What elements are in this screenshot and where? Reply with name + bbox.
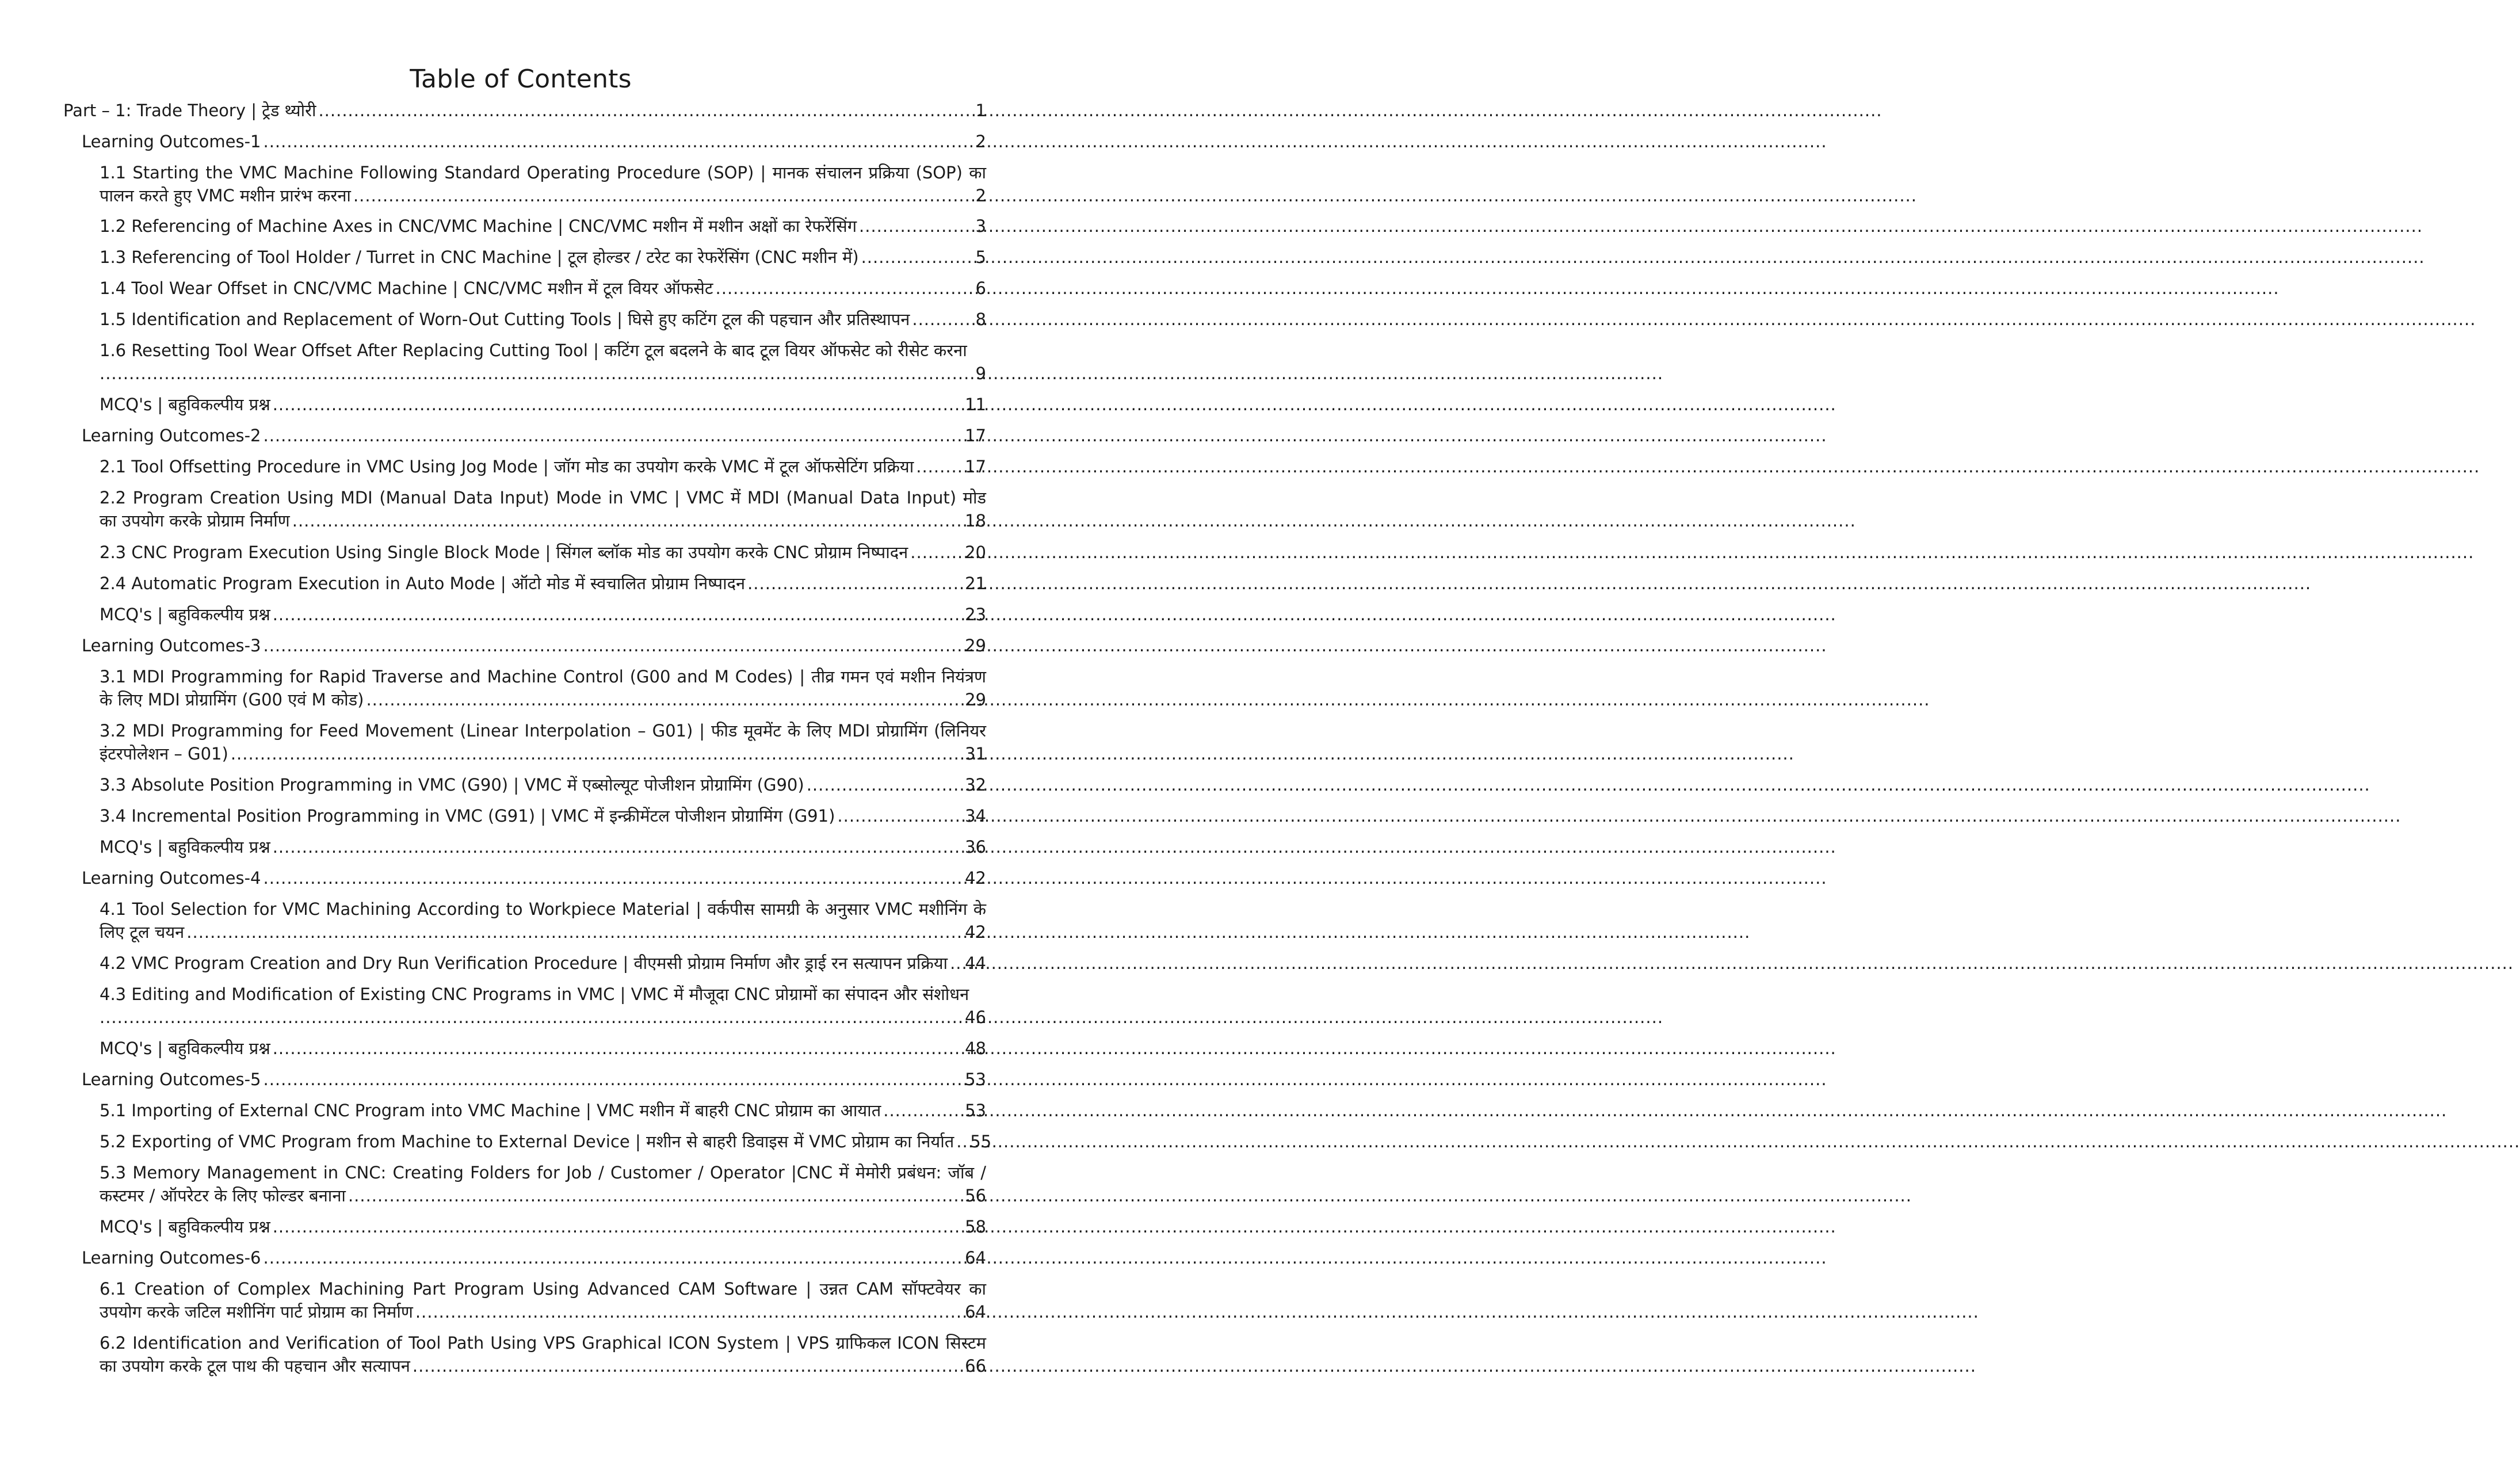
toc-page-number: 53: [965, 1070, 986, 1089]
toc-page-number: 64: [965, 1302, 986, 1322]
toc-entry[interactable]: [100, 603, 986, 626]
toc-page-number: 8: [975, 310, 986, 329]
toc-entry-title-line2: का उपयोग करके प्रोग्राम निर्माण: [100, 511, 290, 531]
toc-page-number: 46: [965, 1008, 986, 1027]
toc-entry-title: 2.1 Tool Offsetting Procedure in VMC Using Jog Mode | जॉग मोड का उपयोग करके VMC में टूल ऑफसेटिंग प्रक्रिया: [100, 457, 914, 476]
toc-entry[interactable]: [100, 898, 986, 944]
dot-leader: [916, 455, 963, 478]
toc-entry-title: 2.3 CNC Program Execution Using Single Block Mode | सिंगल ब्लॉक मोड का उपयोग करके CNC प्रोग्राम निष्पादन: [100, 543, 908, 562]
toc-page-number: 56: [965, 1186, 986, 1205]
dot-leader: [186, 921, 963, 944]
toc-entry[interactable]: [100, 339, 986, 385]
toc-entry-title: 4.3 Editing and Modification of Existing CNC Programs in VMC | VMC में मौजूदा CNC प्रोग्रामों का संपादन और संशोधन: [100, 984, 969, 1004]
toc-page-number: 32: [965, 775, 986, 795]
toc-page-number: 66: [965, 1356, 986, 1376]
toc-entry-title-line2: पालन करते हुए VMC मशीन प्रारंभ करना: [100, 186, 351, 205]
toc-entry[interactable]: [100, 1215, 986, 1238]
toc-entry-title: Learning Outcomes-1: [82, 132, 261, 151]
toc-entry[interactable]: [82, 130, 986, 153]
dot-leader: [912, 308, 973, 331]
dot-leader: [807, 773, 963, 796]
dot-leader: [716, 277, 973, 300]
dot-leader: [273, 1037, 963, 1060]
toc-page-number: 53: [965, 1101, 986, 1120]
toc-page-number: 17: [965, 457, 986, 476]
toc-entry-title: Learning Outcomes-5: [82, 1070, 261, 1089]
toc-entry-title: 4.2 VMC Program Creation and Dry Run Verification Procedure | वीएमसी प्रोग्राम निर्माण और ड्राई रन सत्यापन प्रक्रिया: [100, 953, 948, 973]
toc-entry[interactable]: [100, 541, 986, 564]
toc-entry-title: 3.3 Absolute Position Programming in VMC (G90) | VMC में एब्सोल्यूट पोजीशन प्रोग्रामिंग (G90): [100, 775, 804, 795]
toc-page-number: 11: [965, 395, 986, 414]
toc-entry-title: 1.3 Referencing of Tool Holder / Turret in CNC Machine | टूल होल्डर / टरेट का रेफरेंसिंग (CNC मशीन में): [100, 247, 859, 267]
toc-entry-title: MCQ's | बहुविकल्पीय प्रश्न: [100, 395, 270, 414]
dot-leader: [747, 572, 963, 595]
toc-entry-title: MCQ's | बहुविकल्पीय प्रश्न: [100, 1217, 270, 1237]
dot-leader: [264, 1246, 963, 1269]
toc-page-number: 29: [965, 690, 986, 709]
dot-leader: [231, 742, 963, 765]
toc-entry-title-line2: उपयोग करके जटिल मशीनिंग पार्ट प्रोग्राम का निर्माण: [100, 1302, 413, 1322]
dot-leader: [273, 1215, 963, 1238]
toc-entry[interactable]: [100, 835, 986, 858]
toc-entry-title: 1.4 Tool Wear Offset in CNC/VMC Machine | CNC/VMC मशीन में टूल वियर ऑफसेट: [100, 278, 713, 298]
toc-entry-title: Part – 1: Trade Theory | ट्रेड थ्योरी: [63, 101, 316, 120]
page-title: Table of Contents: [410, 64, 632, 94]
toc-entry-title: 1.2 Referencing of Machine Axes in CNC/VMC Machine | CNC/VMC मशीन में मशीन अक्षों का रेफरेंसिंग: [100, 216, 857, 236]
toc-entry-title-line1: 6.2 Identification and Verification of Tool Path Using VPS Graphical ICON System | VPS ग्राफिकल ICON सिस्टम: [100, 1333, 986, 1353]
toc-page-number: 17: [965, 426, 986, 445]
toc-page-number: 18: [965, 511, 986, 531]
toc-entry-title-line2: कस्टमर / ऑपरेटर के लिए फोल्डर बनाना: [100, 1186, 346, 1205]
toc-page-number: 5: [975, 247, 986, 267]
toc-entry[interactable]: [100, 277, 986, 300]
toc-entry[interactable]: [100, 804, 986, 827]
dot-leader: [273, 393, 963, 416]
toc-entry[interactable]: [63, 99, 986, 122]
toc-entry-title: 1.5 Identification and Replacement of Worn-Out Cutting Tools | घिसे हुए कटिंग टूल की पहचान और प्रतिस्थापन: [100, 310, 910, 329]
toc-entry[interactable]: [82, 424, 986, 447]
toc-entry-title-line1: 1.1 Starting the VMC Machine Following Standard Operating Procedure (SOP) | मानक संचालन प्रक्रिया (SOP) का: [100, 163, 986, 182]
toc-entry-title: MCQ's | बहुविकल्पीय प्रश्न: [100, 837, 270, 857]
toc-page-number: 2: [975, 132, 986, 151]
toc-entry[interactable]: [100, 486, 986, 532]
dot-leader: [100, 362, 973, 385]
dot-leader: [837, 804, 963, 827]
dot-leader: [264, 634, 963, 657]
toc-page-number: 2: [975, 186, 986, 205]
toc-page-number: 36: [965, 837, 986, 857]
dot-leader: [950, 952, 963, 975]
dot-leader: [264, 867, 963, 890]
toc-page-number: 6: [975, 278, 986, 298]
toc-entry-title-line1: 3.1 MDI Programming for Rapid Traverse and Machine Control (G00 and M Codes) | तीव्र गमन एवं मशीन नियंत्रण: [100, 667, 986, 686]
toc-page-number: 29: [965, 636, 986, 655]
dot-leader: [883, 1099, 963, 1122]
toc-entry[interactable]: [82, 867, 986, 890]
toc-page-number: 3: [975, 216, 986, 236]
dot-leader: [273, 603, 963, 626]
toc-entry[interactable]: [82, 634, 986, 657]
toc-entry[interactable]: [100, 1277, 986, 1323]
toc-page-number: 1: [975, 101, 986, 120]
toc-entry-title: Learning Outcomes-6: [82, 1248, 261, 1268]
toc-entry-title-line1: 4.1 Tool Selection for VMC Machining According to Workpiece Material | वर्कपीस सामग्री के अनुसार VMC मशीनिंग के: [100, 899, 986, 919]
toc-page-number: 31: [965, 744, 986, 764]
toc-entry[interactable]: [100, 1130, 992, 1153]
toc-entry[interactable]: [100, 665, 986, 711]
toc-entry-title-line1: 6.1 Creation of Complex Machining Part Program Using Advanced CAM Software | उन्नत CAM सॉफ्टवेयर का: [100, 1279, 986, 1299]
toc-entry[interactable]: [82, 1246, 986, 1269]
toc-entry-title: 1.6 Resetting Tool Wear Offset After Replacing Cutting Tool | कटिंग टूल बदलने के बाद टूल वियर ऑफसेट को रीसेट करना: [100, 341, 967, 360]
toc-entry-title-line1: 3.2 MDI Programming for Feed Movement (Linear Interpolation – G01) | फीड मूवमेंट के लिए MDI प्रोग्रामिंग (लिनियर: [100, 721, 986, 741]
toc-entry[interactable]: [100, 308, 986, 331]
toc-entry-title: Learning Outcomes-4: [82, 868, 261, 888]
toc-entry[interactable]: [100, 1099, 986, 1122]
toc-entry-title-line1: 2.2 Program Creation Using MDI (Manual Data Input) Mode in VMC | VMC में MDI (Manual Data Input) मोड: [100, 488, 986, 507]
dot-leader: [366, 688, 963, 711]
toc-entry[interactable]: [100, 719, 986, 765]
dot-leader: [910, 541, 963, 564]
dot-leader: [100, 1006, 963, 1029]
toc-page-number: 48: [965, 1039, 986, 1058]
toc-entry[interactable]: [100, 161, 986, 207]
dot-leader: [413, 1354, 963, 1377]
toc-page-number: 23: [965, 605, 986, 624]
toc-entry-title: 3.4 Incremental Position Programming in VMC (G91) | VMC में इन्क्रीमेंटल पोजीशन प्रोग्रामिंग (G91): [100, 806, 835, 826]
dot-leader: [292, 509, 963, 532]
toc-entry-title: Learning Outcomes-2: [82, 426, 261, 445]
toc-entry-title: 5.2 Exporting of VMC Program from Machine to External Device | मशीन से बाहरी डिवाइस में VMC प्रोग्राम का निर्यात: [100, 1132, 954, 1151]
toc-page-number: 44: [965, 953, 986, 973]
toc-entry-title: MCQ's | बहुविकल्पीय प्रश्न: [100, 1039, 270, 1058]
toc-page-number: 55: [970, 1132, 992, 1151]
toc-entry-title-line2: लिए टूल चयन: [100, 922, 185, 942]
toc-entry-title: Learning Outcomes-3: [82, 636, 261, 655]
dot-leader: [273, 835, 963, 858]
dot-leader: [956, 1130, 968, 1153]
dot-leader: [353, 184, 973, 207]
toc-page-number: 58: [965, 1217, 986, 1237]
toc-entry[interactable]: [82, 1068, 986, 1091]
toc-entry[interactable]: [100, 215, 986, 238]
toc-entry-title: MCQ's | बहुविकल्पीय प्रश्न: [100, 605, 270, 624]
dot-leader: [264, 1068, 963, 1091]
toc-entry[interactable]: [100, 246, 986, 269]
toc-entry[interactable]: [100, 1331, 986, 1377]
toc-entry-title-line2: के लिए MDI प्रोग्रामिंग (G00 एवं M कोड): [100, 690, 364, 709]
toc-entry[interactable]: [100, 572, 986, 595]
dot-leader: [264, 130, 973, 153]
dot-leader: [264, 424, 963, 447]
toc-entry-title-line1: 5.3 Memory Management in CNC: Creating Folders for Job / Customer / Operator |CNC में मेमोरी प्रबंधन: जॉब /: [100, 1163, 986, 1182]
toc-page-number: 21: [965, 574, 986, 593]
toc-page: [0, 0, 1041, 1473]
dot-leader: [318, 99, 973, 122]
dot-leader: [415, 1300, 963, 1323]
toc-page-number: 42: [965, 868, 986, 888]
toc-page-number: 20: [965, 543, 986, 562]
toc-entry[interactable]: [100, 1037, 986, 1060]
toc-entry-title: 2.4 Automatic Program Execution in Auto Mode | ऑटो मोड में स्वचालित प्रोग्राम निष्पादन: [100, 574, 746, 593]
toc-entry-title: 5.1 Importing of External CNC Program into VMC Machine | VMC मशीन में बाहरी CNC प्रोग्राम का आयात: [100, 1101, 881, 1120]
toc-entry-title-line2: इंटरपोलेशन – G01): [100, 744, 228, 764]
toc-entry[interactable]: [100, 1161, 986, 1207]
toc-entry[interactable]: [100, 773, 986, 796]
dot-leader: [859, 215, 973, 238]
toc-entry[interactable]: [100, 393, 986, 416]
toc-entry[interactable]: [100, 983, 986, 1029]
toc-page-number: 34: [965, 806, 986, 826]
toc-page-number: 9: [975, 364, 986, 383]
dot-leader: [348, 1184, 963, 1207]
toc-page-number: 64: [965, 1248, 986, 1268]
dot-leader: [861, 246, 973, 269]
toc-entry[interactable]: [100, 952, 986, 975]
toc-entry[interactable]: [100, 455, 986, 478]
toc-entry-title-line2: का उपयोग करके टूल पाथ की पहचान और सत्यापन: [100, 1356, 410, 1376]
toc-page-number: 42: [965, 922, 986, 942]
